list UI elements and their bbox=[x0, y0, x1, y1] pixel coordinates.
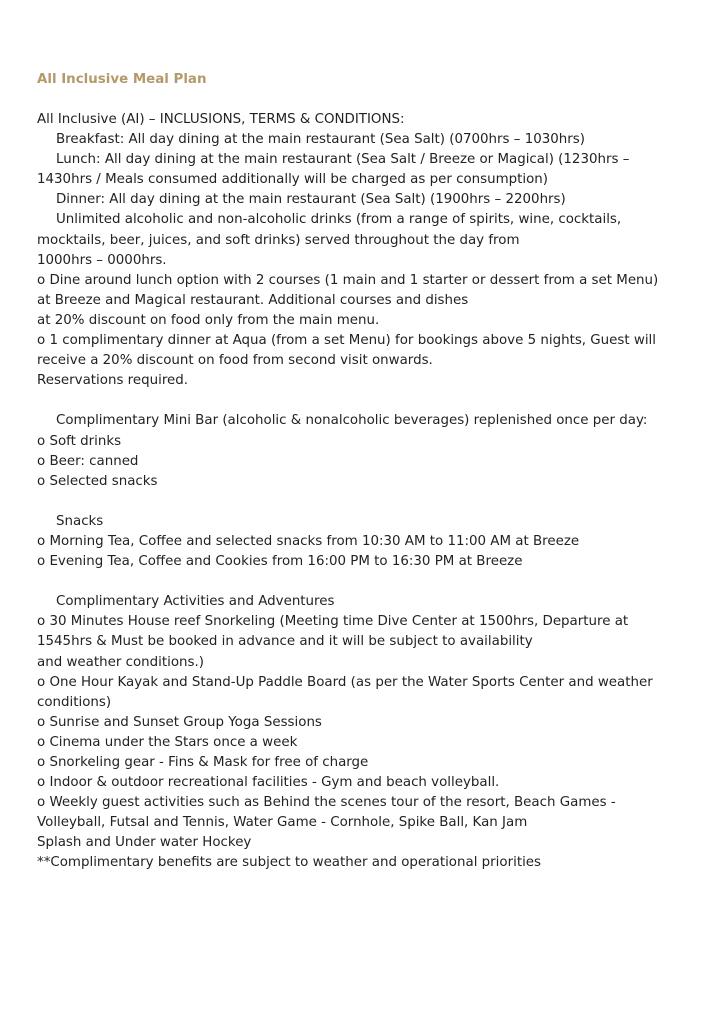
dine-around-line-continued: at Breeze and Magical restaurant. Additional courses and dishes bbox=[37, 292, 469, 308]
spacer bbox=[37, 492, 724, 512]
dinner-line: Dinner: All day dining at the main restaurant (Sea Salt) (1900hrs – 2200hrs) bbox=[56, 192, 566, 208]
activities-item-continued: conditions) bbox=[37, 694, 112, 710]
drinks-hours-line: 1000hrs – 0000hrs. bbox=[37, 252, 167, 268]
activities-item-continued: 1545hrs & Must be booked in advance and it will be subject to availability bbox=[37, 634, 533, 650]
mini-bar-heading: Complimentary Mini Bar (alcoholic & nonalcoholic beverages) replenished once per day: bbox=[56, 413, 648, 429]
activities-item-continued: Volleyball, Futsal and Tennis, Water Game - Cornhole, Spike Ball, Kan Jam bbox=[37, 815, 528, 831]
mini-bar-item: o Beer: canned bbox=[37, 453, 139, 469]
activities-item: o Sunrise and Sunset Group Yoga Sessions bbox=[37, 714, 322, 730]
lunch-line-continued: 1430hrs / Meals consumed additionally will be charged as per consumption) bbox=[37, 172, 549, 188]
activities-item-continued: Splash and Under water Hockey bbox=[37, 835, 252, 851]
dine-around-discount-line: at 20% discount on food only from the main menu. bbox=[37, 312, 380, 328]
snacks-item: o Morning Tea, Coffee and selected snacks from 10:30 AM to 11:00 AM at Breeze bbox=[37, 533, 580, 549]
activities-item: o Weekly guest activities such as Behind the scenes tour of the resort, Beach Games - bbox=[37, 795, 616, 811]
activities-item: o Cinema under the Stars once a week bbox=[37, 734, 298, 750]
drinks-line-continued: mocktails, beer, juices, and soft drinks) served throughout the day from bbox=[37, 232, 520, 248]
dine-around-line: o Dine around lunch option with 2 courses (1 main and 1 starter or dessert from a set Menu) bbox=[37, 272, 659, 288]
activities-item-continued: and weather conditions.) bbox=[37, 654, 204, 670]
breakfast-line: Breakfast: All day dining at the main restaurant (Sea Salt) (0700hrs – 1030hrs) bbox=[56, 132, 585, 148]
terms-heading: All Inclusive (AI) – INCLUSIONS, TERMS & CONDITIONS: bbox=[37, 112, 405, 127]
footnote: **Complimentary benefits are subject to weather and operational priorities bbox=[37, 855, 541, 871]
spacer bbox=[37, 572, 724, 592]
aqua-dinner-line: o 1 complimentary dinner at Aqua (from a set Menu) for bookings above 5 nights, Guest will bbox=[37, 333, 657, 349]
reservations-line: Reservations required. bbox=[37, 373, 189, 389]
drinks-line: Unlimited alcoholic and non-alcoholic drinks (from a range of spirits, wine, cocktails, bbox=[56, 212, 622, 228]
document-body bbox=[37, 110, 724, 874]
activities-heading: Complimentary Activities and Adventures bbox=[56, 594, 335, 610]
mini-bar-item: o Soft drinks bbox=[37, 433, 122, 449]
activities-item: o Indoor & outdoor recreational facilities - Gym and beach volleyball. bbox=[37, 775, 500, 791]
document-title: All Inclusive Meal Plan bbox=[37, 72, 207, 87]
snacks-item: o Evening Tea, Coffee and Cookies from 16:00 PM to 16:30 PM at Breeze bbox=[37, 554, 523, 570]
spacer bbox=[37, 391, 724, 411]
snacks-heading: Snacks bbox=[56, 513, 104, 529]
aqua-dinner-line-continued: receive a 20% discount on food from second visit onwards. bbox=[37, 353, 433, 369]
activities-item: o Snorkeling gear - Fins & Mask for free of charge bbox=[37, 755, 369, 770]
mini-bar-item: o Selected snacks bbox=[37, 473, 158, 489]
lunch-line: Lunch: All day dining at the main restaurant (Sea Salt / Breeze or Magical) (1230hrs – bbox=[56, 152, 630, 168]
activities-item: o One Hour Kayak and Stand-Up Paddle Board (as per the Water Sports Center and weather bbox=[37, 674, 653, 690]
activities-item: o 30 Minutes House reef Snorkeling (Meeting time Dive Center at 1500hrs, Departure at bbox=[37, 614, 629, 630]
